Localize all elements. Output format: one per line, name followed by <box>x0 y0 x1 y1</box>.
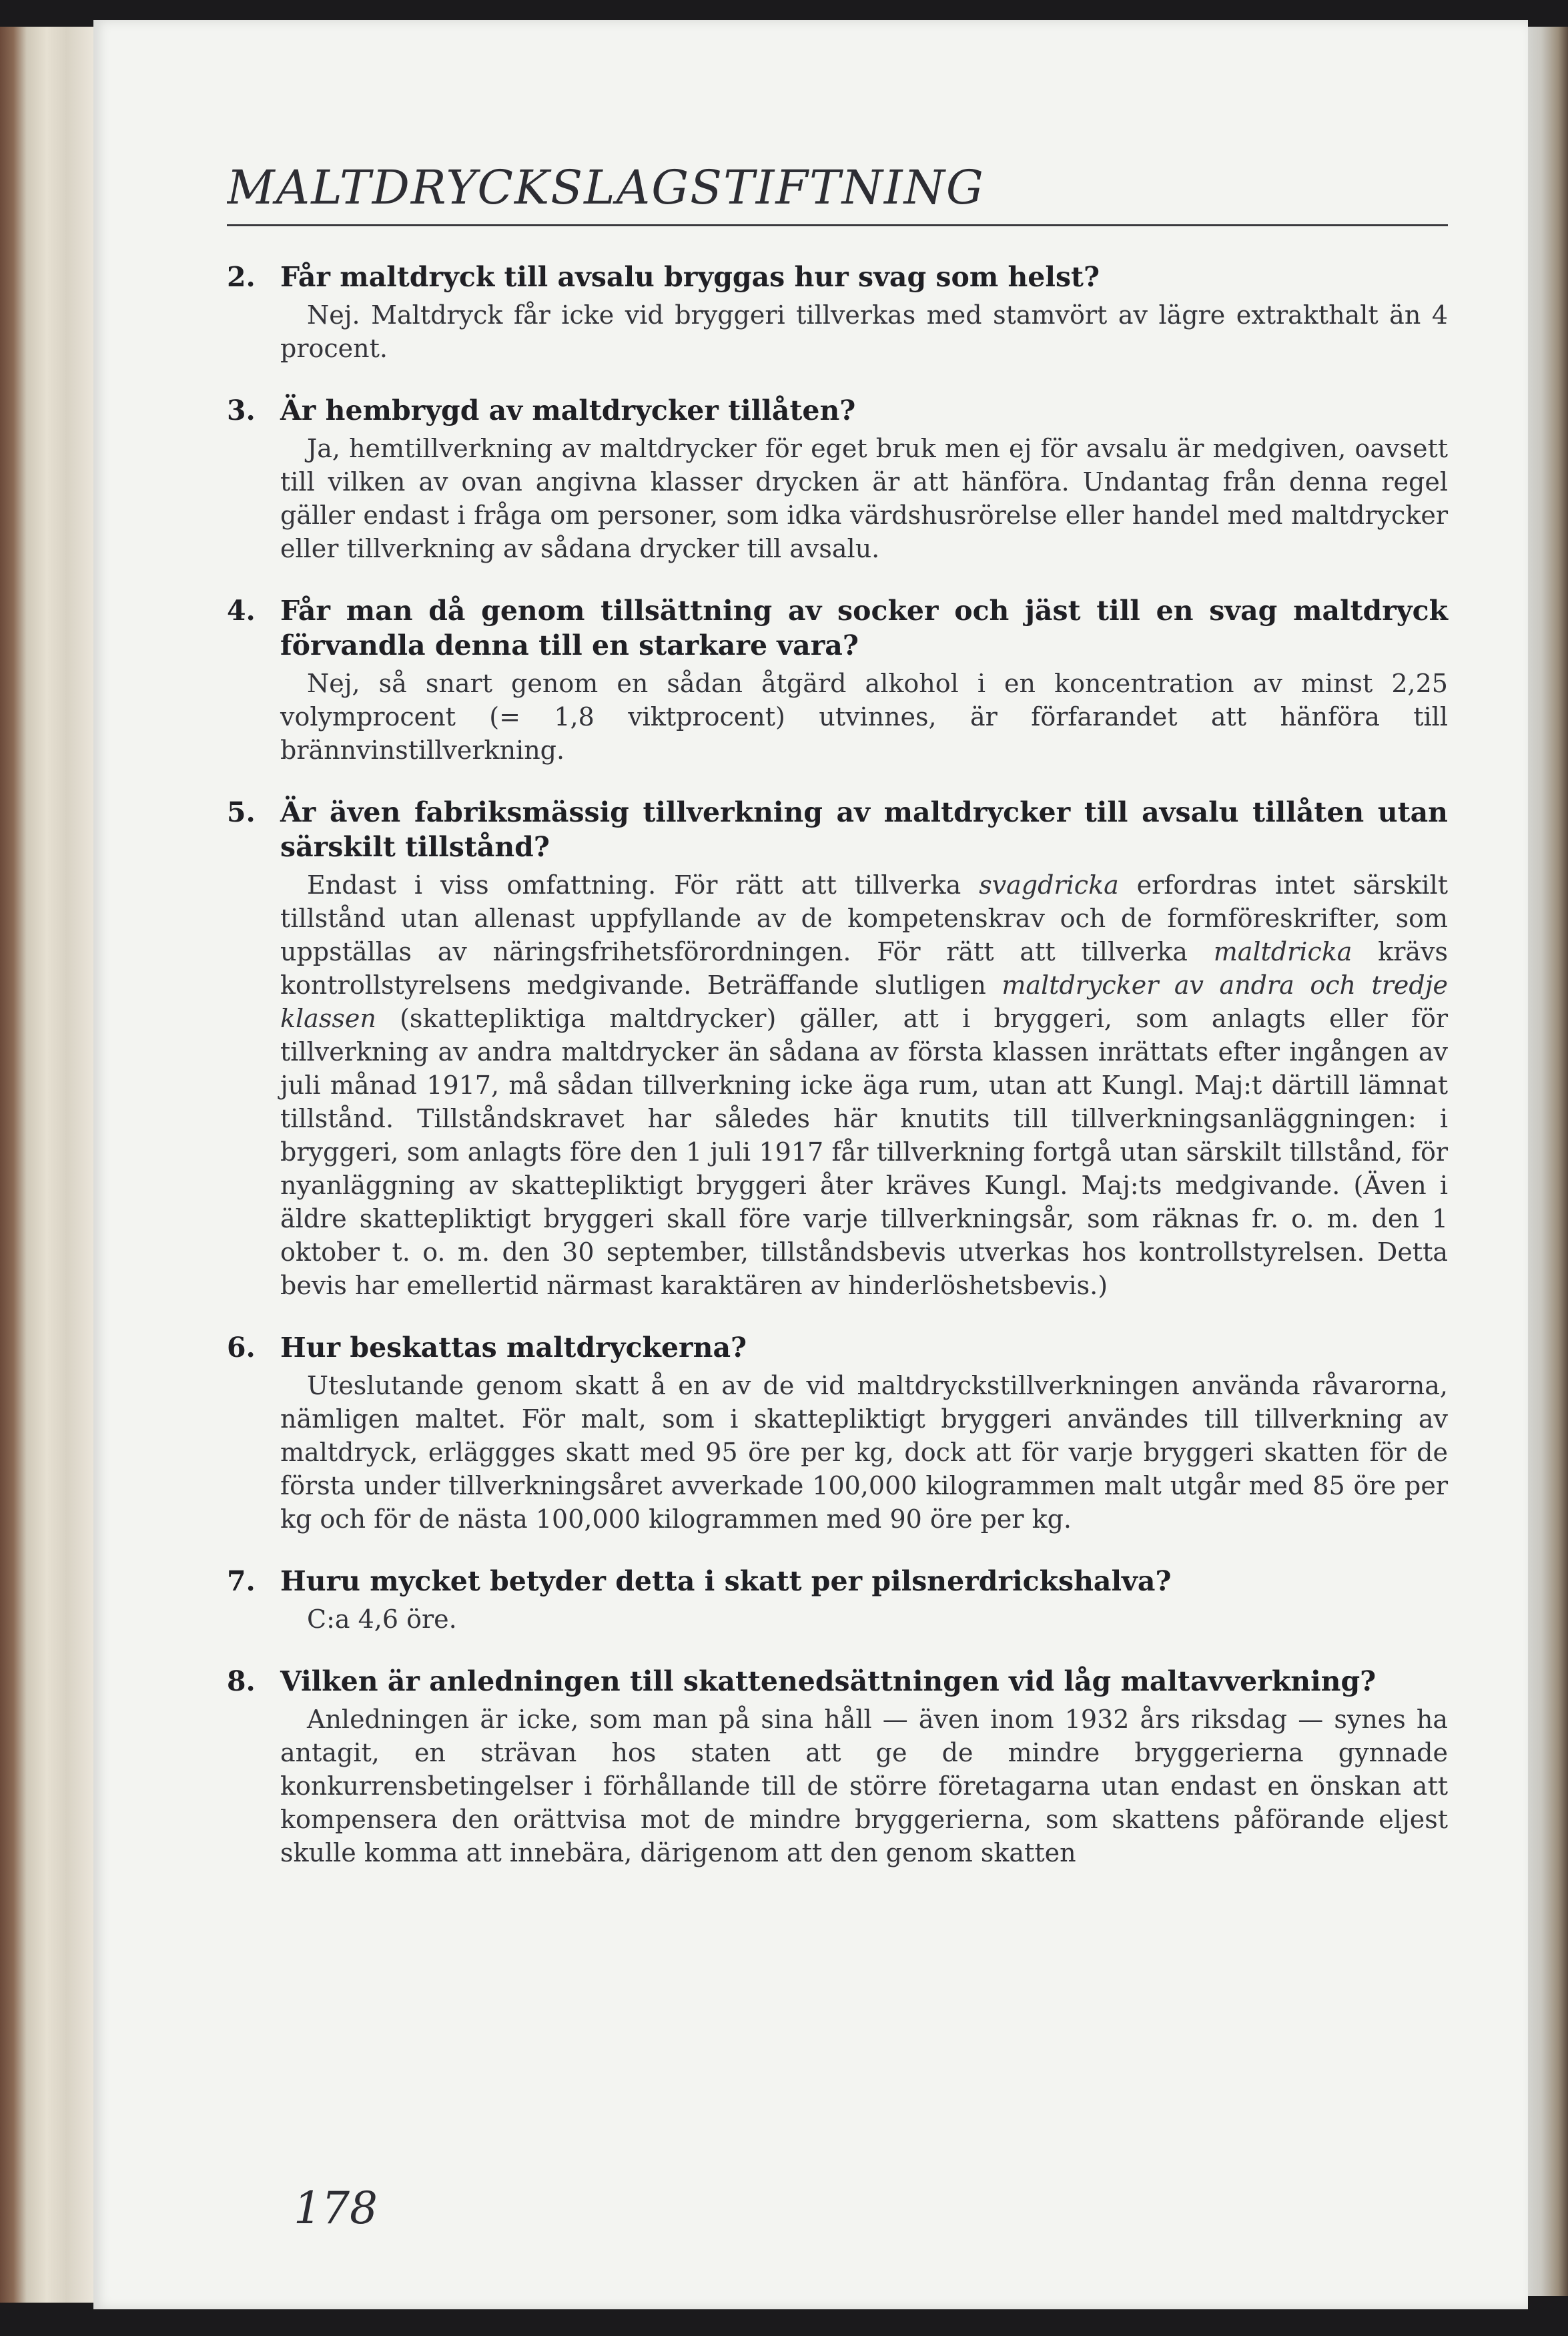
qa-item-8 <box>227 1664 1448 1869</box>
answer-segment: krävs kontrollstyrelsens medgivande. Beträffande slutligen <box>280 937 1448 1000</box>
question <box>227 1664 1448 1699</box>
question-number: 2. <box>227 261 256 293</box>
question-text: Är hembrygd av maltdrycker tillåten? <box>280 394 856 426</box>
question-number: 6. <box>227 1332 256 1364</box>
qa-item-4 <box>227 593 1448 767</box>
answer-text <box>280 868 1448 1302</box>
question-text: Huru mycket betyder detta i skatt per pilsnerdrickshalva? <box>280 1565 1172 1597</box>
question <box>227 1564 1448 1598</box>
question-text: Får maltdryck till avsalu bryggas hur svag som helst? <box>280 261 1100 293</box>
answer-text: Nej, så snart genom en sådan åtgärd alkohol i en koncentration av minst 2,25 volymprocent (= 1,8 viktprocent) utvinnes, är förfarandet att hänföra till brännvinstillverkning. <box>280 669 1448 765</box>
question-number: 4. <box>227 595 256 627</box>
answer-segment: (skattepliktiga maltdrycker) gäller, att i bryggeri, som anlagts eller för tillverkning av andra maltdrycker än sådana av första klassen inrättats efter ingången av juli månad 1917, må sådan tillverkning icke äga rum, utan att Kungl. Maj:t därtill lämnat tillstånd. Tillståndskravet har således här knutits till tillverkningsanläggningen: i bryggeri, som anlagts före den 1 juli 1917 får tillverkning fortgå utan särskilt tillstånd, för nyanläggning av skattepliktigt bryggeri åter kräves Kungl. Maj:ts medgivande. (Även i äldre skattepliktigt bryggeri skall före varje tillverkningsår, som räknas fr. o. m. den 1 oktober t. o. m. den 30 september, tillståndsbevis utverkas hos kontrollstyrelsen. Detta bevis har emellertid närmast karaktären av hinderlöshetsbevis.) <box>280 1004 1448 1300</box>
question-number: 5. <box>227 796 256 828</box>
question <box>227 393 1448 428</box>
answer-segment: erfordras intet särskilt tillstånd utan allenast uppfyllande av de kompetenskrav och de formföreskrifter, som uppställas av näringsfrihetsförordningen. För rätt att tillverka <box>280 870 1448 966</box>
qa-item-2 <box>227 260 1448 365</box>
qa-item-5 <box>227 795 1448 1302</box>
answer-emphasis: maltdricka <box>1213 937 1352 966</box>
question-text: Får man då genom tillsättning av socker och jäst till en svag maltdryck förvandla denna till en starkare vara? <box>280 595 1448 661</box>
qa-item-6 <box>227 1330 1448 1536</box>
question <box>227 795 1448 864</box>
running-head: MALTDRYCKSLAGSTIFTNING <box>227 160 1448 226</box>
answer-text: Nej. Maltdryck får icke vid bryggeri tillverkas med stamvört av lägre extrakthalt än 4 procent. <box>280 300 1448 363</box>
qa-item-3 <box>227 393 1448 565</box>
page-content <box>227 160 1448 2263</box>
question-text: Är även fabriksmässig tillverkning av maltdrycker till avsalu tillåten utan särskilt tillstånd? <box>280 796 1448 863</box>
question <box>227 1330 1448 1365</box>
answer-text: C:a 4,6 öre. <box>307 1604 457 1634</box>
question-number: 7. <box>227 1565 256 1597</box>
question <box>227 260 1448 294</box>
answer-text: Ja, hemtillverkning av maltdrycker för eget bruk men ej för avsalu är medgiven, oavsett till vilken av ovan angivna klasser drycken är att hänföra. Undantag från denna regel gäller endast i fråga om personer, som idka värdshusrörelse eller handel med maltdrycker eller tillverkning av sådana drycker till avsalu. <box>280 434 1448 563</box>
book-edge-left <box>0 27 100 2303</box>
question-text: Vilken är anledningen till skattenedsättningen vid låg maltavverkning? <box>280 1665 1377 1697</box>
question-text: Hur beskattas maltdryckerna? <box>280 1332 747 1364</box>
question-number: 8. <box>227 1665 256 1697</box>
answer-text: Uteslutande genom skatt å en av de vid maltdryckstillverkningen använda råvarorna, nämligen maltet. För malt, som i skattepliktigt bryggeri användes till tillverkning av maltdryck, erläggges skatt med 95 öre per kg, dock att för varje bryggeri skatten för de första under tillverkningsåret avverkade 100,000 kilogrammen malt utgår med 85 öre per kg och för de nästa 100,000 kilogrammen med 90 öre per kg. <box>280 1371 1448 1534</box>
answer-segment: Endast i viss omfattning. För rätt att tillverka <box>307 870 979 900</box>
question-number: 3. <box>227 394 256 426</box>
question <box>227 593 1448 663</box>
qa-item-7 <box>227 1564 1448 1636</box>
answer-emphasis: svagdricka <box>979 870 1119 900</box>
book-edge-right <box>1521 27 1568 2296</box>
page-number: 178 <box>294 2182 378 2234</box>
answer-emphasis: maltdrycker av andra och tredje klassen <box>280 970 1449 1033</box>
answer-text: Anledningen är icke, som man på sina håll — även inom 1932 års riksdag — synes ha antagit, en strävan hos staten att ge de mindre bryggerierna gynnade konkurrensbetingelser i förhållande till de större företagarna utan endast en önskan att kompensera den orättvisa mot de mindre bryggerierna, som skattens påförande eljest skulle komma att innebära, därigenom att den genom skatten <box>280 1705 1448 1867</box>
